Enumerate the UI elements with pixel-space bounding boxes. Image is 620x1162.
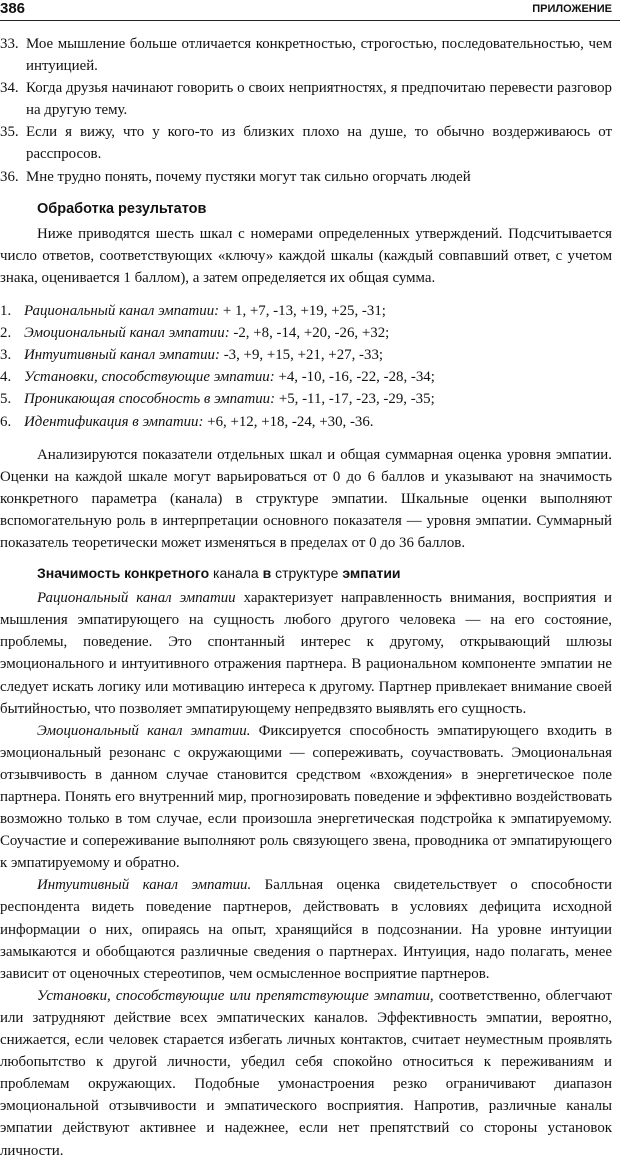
spacer bbox=[0, 289, 612, 300]
scale-name: Идентификация в эмпатии: bbox=[24, 413, 204, 430]
scale-name: Эмоциональный канал эмпатии: bbox=[24, 325, 230, 342]
scale-name: Установки, способствующие эмпатии: bbox=[24, 369, 275, 386]
item-number: 33. bbox=[0, 36, 19, 52]
item-text: Мне трудно понять, почему пустяки могут так сильно огорчать людей bbox=[26, 168, 471, 185]
heading-part: Значимость конкретного bbox=[37, 565, 210, 582]
scale-number: 5. bbox=[0, 391, 12, 408]
questionnaire-item bbox=[0, 121, 612, 165]
paragraph-text: характеризует направленность внимания, восприятия и мышления эмпатирующего на сущность любого другого человека — на его состояние, проблемы, поведение. Это спонтанный интерес к другому, открывающий шлюзы эмоционального и интуитивного отражения партнера. В рациональном компоненте эмпатии не следует искать логику или мотивацию интереса к другому. Партнер привлекает внимание своей бытийностью, что позволяет эмпатирующему непредвзято выявлять его сущность. bbox=[0, 590, 612, 717]
paragraph-text: соответственно, облегчают или затрудняют действие всех эмпатических каналов. Эффективность эмпатии, вероятно, снижается, если человек старается избегать личных контактов, считает неуместным проявлять любопытство к другой личности, убедил себя спокойно относиться к переживаниям и проблемам окружающих. Подобные умонастроения резко ограничивают диапазон эмоциональной отзывчивости и эмпатического восприятия. Напротив, различные каналы эмпатии действуют активнее и надежнее, если нет препятствий со стороны установок личности. bbox=[0, 987, 612, 1159]
heading-part: канала bbox=[213, 565, 259, 582]
channel-paragraph bbox=[0, 587, 612, 720]
channel-paragraph bbox=[0, 874, 612, 984]
heading-part: эмпатии bbox=[342, 565, 401, 582]
channel-paragraph bbox=[0, 985, 612, 1162]
item-number: 35. bbox=[0, 124, 19, 141]
scale-name: Интуитивный канал эмпатии: bbox=[24, 347, 220, 364]
running-title: ПРИЛОЖЕНИЕ bbox=[532, 3, 612, 15]
section-heading-significance bbox=[37, 562, 612, 584]
scale-items: +4, -10, -16, -22, -28, -34; bbox=[278, 369, 435, 386]
paragraph-lead: Установки, способствующие или препятствующие эмпатии, bbox=[37, 987, 434, 1004]
page-body bbox=[0, 33, 612, 1162]
processing-intro: Ниже приводятся шесть шкал с номерами определенных утверждений. Подсчитывается число ответов, соответствующих «ключу» каждой шкалы (каждый совпавший ответ, с учетом знака, оценивается 1 баллом), а затем определяется их общая сумма. bbox=[0, 225, 612, 286]
scale-items: +5, -11, -17, -23, -29, -35; bbox=[278, 391, 435, 408]
paragraph-lead: Рациональный канал эмпатии bbox=[37, 590, 236, 607]
page-header bbox=[0, 0, 620, 20]
scale-item bbox=[0, 322, 612, 344]
item-text: Если я вижу, что у кого-то из близких плохо на душе, то обычно воздерживаюсь от расспросов. bbox=[26, 124, 612, 163]
item-text: Когда друзья начинают говорить о своих неприятностях, я предпочитаю перевести разговор на другую тему. bbox=[26, 80, 612, 119]
heading-part: структуре bbox=[275, 565, 339, 582]
questionnaire-item bbox=[0, 166, 612, 188]
scale-number: 3. bbox=[0, 347, 12, 364]
paragraph-text: Фиксируется способность эмпатирующего входить в эмоциональный резонанс с окружающими — сопереживать, соучаствовать. Эмоциональная отзывчивость в данном случае становится средством «вхождения» в энергетическое поле партнера. Понять его внутренний мир, прогнозировать поведение и эффективно воздействовать возможно только в том случае, если произошла энергетическая подстройка к эмпатируемому. Соучастие и сопереживание выполняют роль связующего звена, проводника от эмпатирующего к эмпатируемому и обратно. bbox=[0, 722, 612, 872]
header-rule bbox=[0, 20, 620, 21]
spacer bbox=[0, 433, 612, 444]
scale-items: + 1, +7, -13, +19, +25, -31; bbox=[222, 303, 386, 320]
scale-item bbox=[0, 300, 612, 322]
scale-item bbox=[0, 366, 612, 388]
questionnaire-item bbox=[0, 77, 612, 121]
channel-paragraph bbox=[0, 720, 612, 875]
scale-items: +6, +12, +18, -24, +30, -36. bbox=[207, 413, 374, 430]
heading-part: в bbox=[262, 565, 272, 582]
scale-item bbox=[0, 388, 612, 410]
scale-name: Проникающая способность в эмпатии: bbox=[24, 391, 276, 408]
scale-number: 6. bbox=[0, 413, 12, 430]
item-number: 34. bbox=[0, 80, 19, 97]
item-number: 36. bbox=[0, 168, 19, 185]
scale-number: 4. bbox=[0, 369, 12, 386]
paragraph-lead: Интуитивный канал эмпатии. bbox=[37, 877, 252, 894]
scale-name: Рациональный канал эмпатии: bbox=[24, 303, 220, 320]
item-text: Мое мышление больше отличается конкретностью, строгостью, последовательностью, чем интуицией. bbox=[26, 36, 612, 75]
scale-item bbox=[0, 344, 612, 366]
section-heading-processing: Обработка результатов bbox=[37, 200, 207, 217]
questionnaire-item bbox=[0, 33, 612, 77]
scale-items: -2, +8, -14, +20, -26, +32; bbox=[233, 325, 390, 342]
paragraph-lead: Эмоциональный канал эмпатии. bbox=[37, 722, 251, 739]
page-number: 386 bbox=[0, 0, 26, 17]
scale-item bbox=[0, 411, 612, 433]
scale-items: -3, +9, +15, +21, +27, -33; bbox=[223, 347, 384, 364]
scale-number: 2. bbox=[0, 325, 12, 342]
analysis-paragraph: Анализируются показатели отдельных шкал и общая суммарная оценка уровня эмпатии. Оценки на каждой шкале могут варьироваться от 0 до 6 баллов и указывают на значимость конкретного параметра (канала) в структуре эмпатии. Шкальные оценки выполняют вспомогательную роль в интерпретации основного показателя — уровня эмпатии. Суммарный показатель теоретически может изменяться в пределах от 0 до 36 баллов. bbox=[0, 446, 612, 551]
paragraph-text: Балльная оценка свидетельствует о способности респондента видеть поведение партнеров, действовать в условиях дефицита исходной информации о них, опираясь на опыт, хранящийся в подсознании. На уровне интуиции замыкаются и обобщаются различные сведения о партнерах. Интуиция, надо полагать, менее зависит от оценочных стереотипов, чем осмысленное восприятие партнеров. bbox=[0, 877, 612, 982]
scale-number: 1. bbox=[0, 303, 12, 320]
